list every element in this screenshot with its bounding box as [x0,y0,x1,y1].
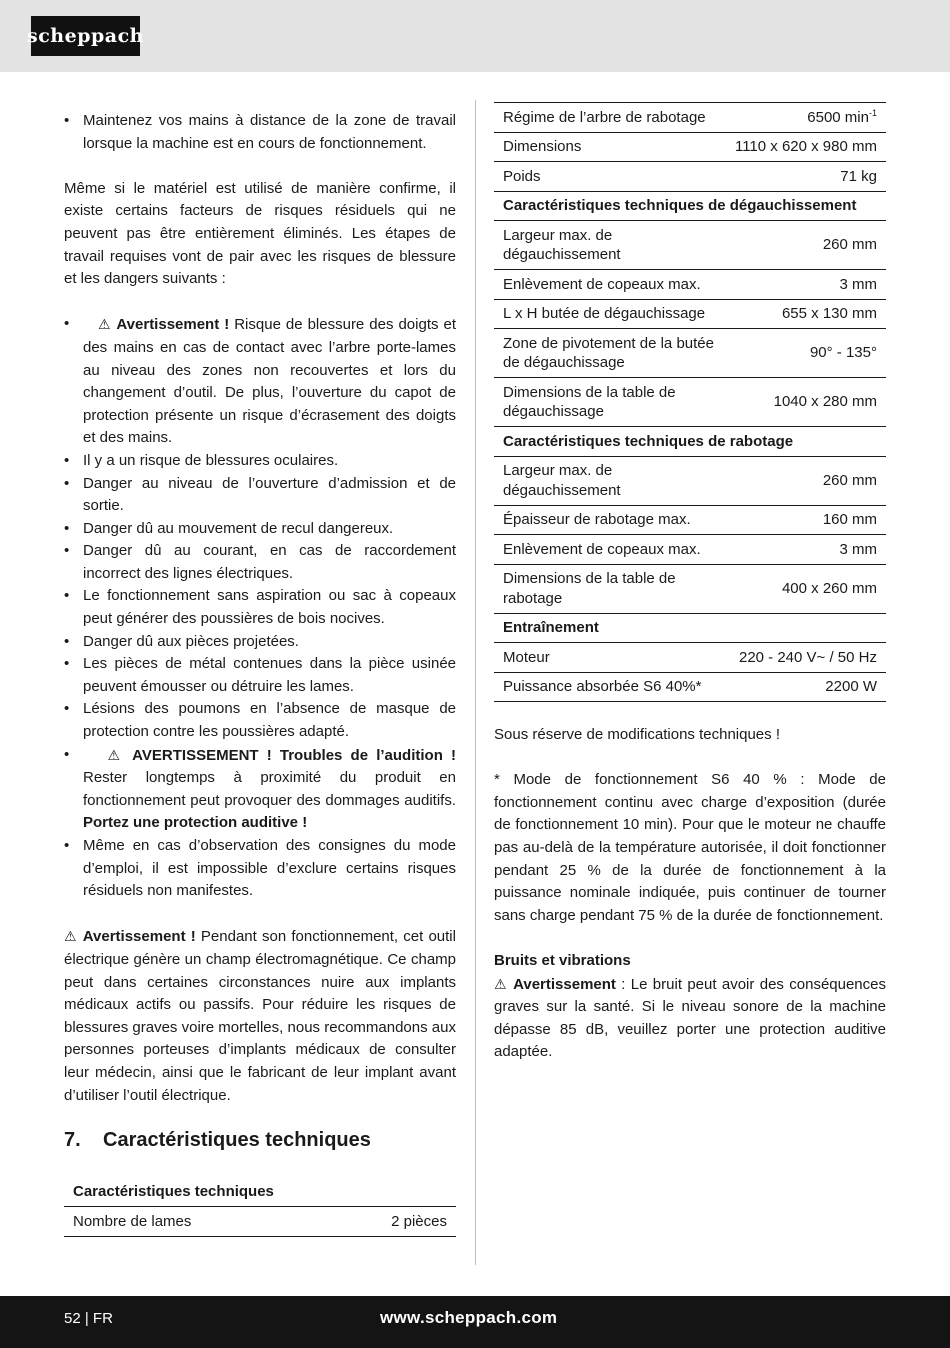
list-item: • Danger dû au courant, en cas de raccordement incorrect des lignes électriques. [64,542,456,582]
list-item: • Même en cas d’observation des consignes du mode d’emploi, il est impossible d’exclure certains risques résiduels non manifestes. [64,837,456,900]
modification-note: Sous réserve de modifications techniques ! [494,726,780,743]
table-row: Zone de pivotement de la butée de dégauchissage 90° - 135° [494,329,886,378]
table-row: Régime de l’arbre de rabotage 6500 $\min^{-1}$ [494,103,886,133]
list-item: • ⚠ AVERTISSEMENT ! Troubles de l’audition ! Rester longtemps à proximité du produit en fonctionnement peut provoquer des dommages auditifs. Portez une protection auditive ! [64,745,456,832]
warning-triangle-icon: ⚠ [494,975,508,992]
spec-table-right [494,102,886,702]
list-item: • Les pièces de métal contenues dans la pièce usinée peuvent émousser ou détruire les lames. [64,655,456,695]
brand-logo: scheppach [31,16,140,56]
residual-risk-paragraph: Même si le matériel est utilisé de manière confirme, il existe certains facteurs de risques résiduels qui ne peuvent pas être entièrement éliminés. Les étapes de travail requises vont de pair avec les risques de blessure et les dangers suivants : [64,179,456,288]
table-row: Poids 71 kg [494,162,886,192]
table-row: Largeur max. de dégauchissement 260 mm [494,456,886,505]
table-row: Enlèvement de copeaux max. 3 mm [494,535,886,565]
list-item: • Danger au niveau de l’ouverture d’admission et de sortie. [64,474,456,515]
table-row: Largeur max. de dégauchissement 260 mm [494,221,886,270]
table-section-header: Caractéristiques techniques de rabotage [494,427,886,457]
table-section-header: Entraînement [494,613,886,643]
table-row: Caractéristiques techniques [64,1178,456,1207]
column-divider [475,100,476,1265]
table-row: Enlèvement de copeaux max. 3 mm [494,270,886,300]
noise-warning: ⚠ Avertissement : Le bruit peut avoir des conséquences graves sur la santé. Si le niveau sonore de la machine dépasse 85 dB, veuillez porter une protection auditive adaptée. [494,975,886,1061]
table-row: Moteur 220 - 240 V~ / 50 Hz [494,643,886,673]
website-link[interactable]: www.scheppach.com [380,1308,558,1327]
intro-list [64,110,456,155]
left-column [64,110,456,1237]
table-row: Dimensions de la table de rabotage 400 x 260 mm [494,564,886,613]
list-item: • Maintenez vos mains à distance de la zone de travail lorsque la machine est en cours de fonctionnement. [64,112,456,152]
table-row: Nombre de lames 2 pièces [64,1207,456,1237]
table-row: Dimensions de la table de dégauchissage 1040 x 280 mm [494,378,886,427]
section-heading: 7. Caractéristiques techniques [64,1129,371,1152]
list-item: • ⚠ Avertissement ! Risque de blessure des doigts et des mains en cas de contact avec l’arbre porte-lames au niveau des zones non recouvertes et lors du changement d’outil. De plus, l’ouverture du capot de protection présente un risque d’écrasement des doigts et des mains. [64,315,456,447]
table-row: L x H butée de dégauchissage 655 x 130 mm [494,299,886,329]
table-row: Épaisseur de rabotage max. 160 mm [494,505,886,535]
emf-warning-paragraph: ⚠ Avertissement ! Pendant son fonctionnement, cet outil électrique génère un champ électromagnétique. Ce champ peut dans certaines circonstances nuire aux implants médicaux actifs ou passifs. Pour réduire les risques de blessures graves voire mortelles, nous recommandons aux personnes porteuses d’implants médicaux de consulter leur médecin, ainsi que le fabricant de leur implant avant d’utiliser l’outil électrique. [64,928,456,1104]
list-item: • Il y a un risque de blessures oculaires. [64,451,339,469]
spec-table-left [64,1178,456,1237]
warning-triangle-icon: ⚠ [98,316,112,333]
list-item: • Le fonctionnement sans aspiration ou sac à copeaux peut générer des poussières de bois nocives. [64,587,456,628]
table-section-header: Caractéristiques techniques de dégauchissement [494,191,886,221]
header-bar [0,0,950,72]
s6-mode-note: * Mode de fonctionnement S6 40 % : Mode de fonctionnement continu avec charge d’exposition (durée de fonctionnement 10 min). Pour que le moteur ne chauffe pas au-delà de la température autorisée, il doit fonctionner pendant 25 % de la durée de fonctionnement à la puissance nominale indiquée, puis continuer de tourner sans charge pendant 75 % de la durée de fonctionnement. [494,771,886,924]
table-row: Dimensions 1110 x 620 x 980 mm [494,132,886,162]
right-column [494,102,886,1064]
list-item: • Danger dû au mouvement de recul dangereux. [64,519,394,537]
risk-list [64,313,456,902]
warning-triangle-icon: ⚠ [107,746,125,763]
list-item: • Danger dû aux pièces projetées. [64,632,299,650]
footer-bar [0,1296,950,1348]
table-row: Puissance absorbée S6 40%* 2200 W [494,672,886,702]
noise-heading: Bruits et vibrations [494,951,631,969]
warning-triangle-icon: ⚠ [64,928,78,945]
page-number: 52 | FR [64,1310,113,1327]
list-item: • Lésions des poumons en l’absence de masque de protection contre les poussières adapté. [64,700,456,741]
